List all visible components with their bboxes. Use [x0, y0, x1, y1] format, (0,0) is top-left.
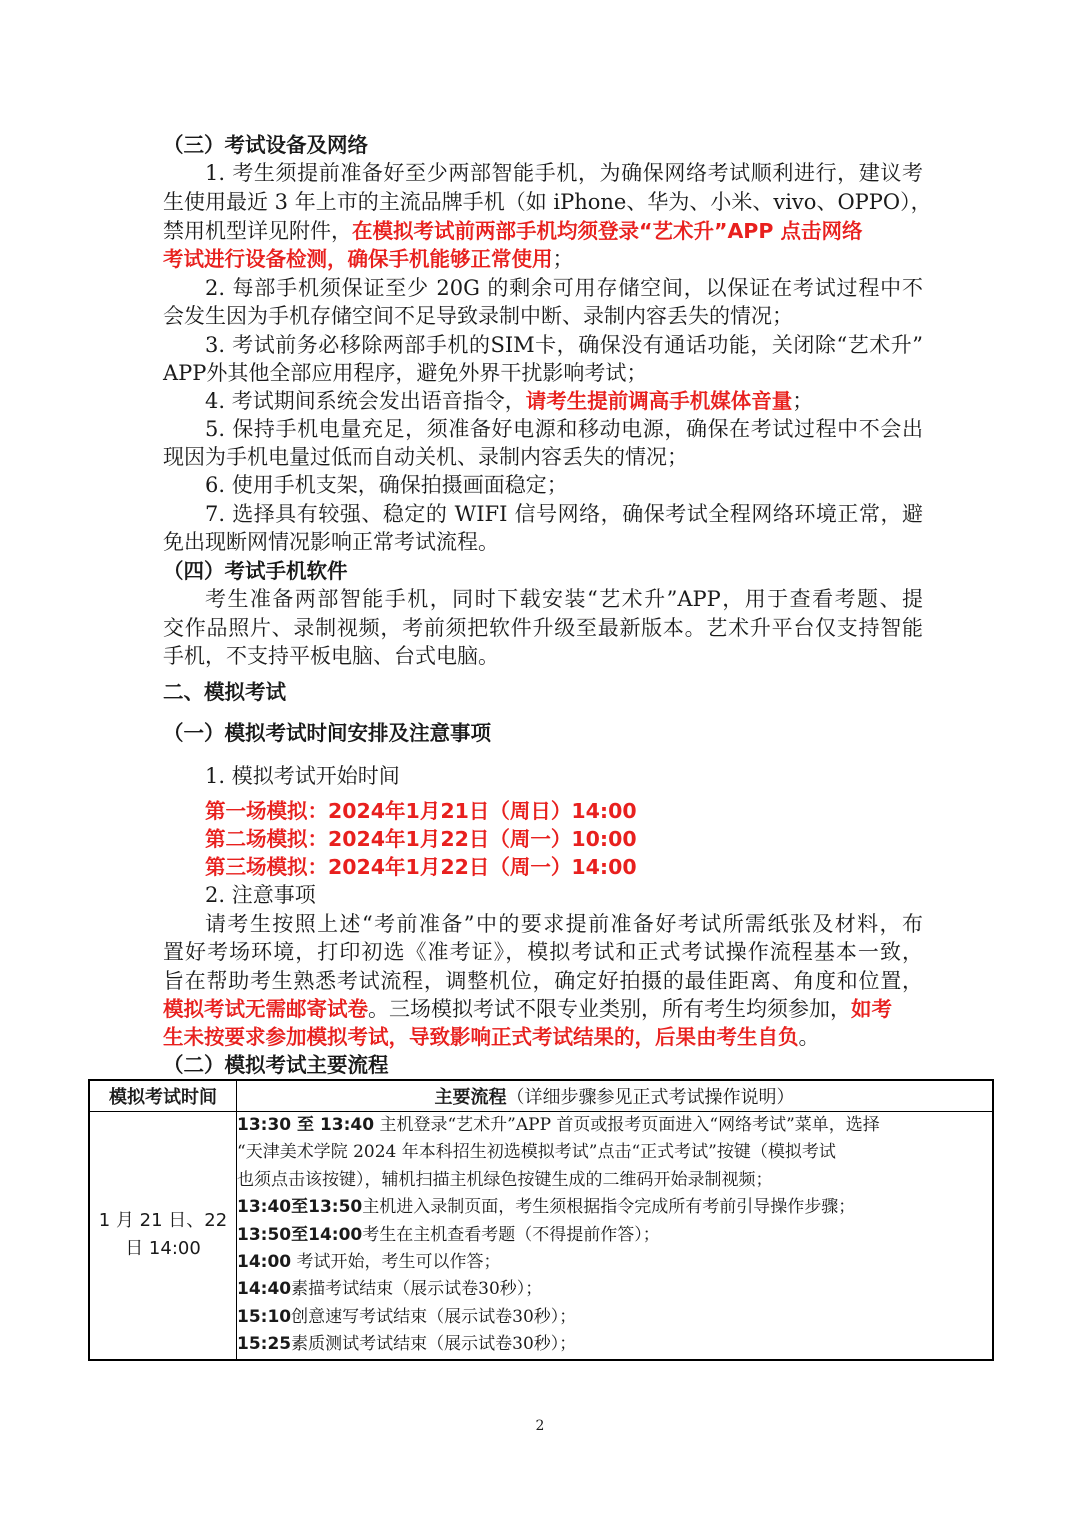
paragraph-line: 请考生按照上述“考前准备”中的要求提前准备好考试所需纸张及材料，布: [205, 912, 923, 936]
paragraph-line: 2. 注意事项: [205, 883, 316, 907]
highlight-text: 请考生提前调高手机媒体音量: [525, 389, 793, 413]
paragraph-line: 考生准备两部智能手机，同时下载安装“艺术升”APP，用于查看考题、提: [205, 587, 923, 611]
paragraph-line: 2. 每部手机须保证至少 20G 的剩余可用存储空间，以保证在考试过程中不: [205, 276, 923, 300]
step-text: 考试开始，考生可以作答；: [291, 1252, 501, 1273]
steps-cell: [237, 1112, 994, 1360]
paragraph-line: 会发生因为手机存储空间不足导致录制中断、录制内容丢失的情况；: [163, 304, 793, 328]
step-line: [237, 1112, 992, 1139]
paragraph-line: 手机，不支持平板电脑、台式电脑。: [163, 644, 499, 668]
section-heading-devices: （三）考试设备及网络: [163, 133, 368, 157]
highlight-text: 考试进行设备检测，确保手机能够正常使用: [163, 247, 553, 271]
session-line: 第三场模拟：2024年1月22日（周一）14:00: [205, 855, 637, 879]
sub-heading-flow: （二）模拟考试主要流程: [163, 1053, 389, 1077]
highlight-text: 如考: [851, 997, 892, 1021]
section-heading-software: （四）考试手机软件: [163, 559, 348, 583]
sub-heading-schedule: （一）模拟考试时间安排及注意事项: [163, 721, 491, 745]
step-line: [237, 1304, 992, 1331]
column-header-flow-note: （详细步骤参见正式考试操作说明）: [506, 1087, 795, 1108]
paragraph-line: 1. 模拟考试开始时间: [205, 764, 400, 788]
time-line: 1 月 21 日、22: [98, 1210, 228, 1232]
step-line: [237, 1222, 992, 1249]
step-line: [237, 1249, 992, 1276]
paragraph-line: [163, 217, 923, 246]
paragraph-line: 5. 保持手机电量充足，须准备好电源和移动电源，确保在考试过程中不会出: [205, 417, 923, 441]
session-line: 第二场模拟：2024年1月22日（周一）10:00: [205, 827, 637, 851]
highlight-text: 模拟考试无需邮寄试卷: [163, 997, 368, 1021]
column-header-flow-title: 主要流程: [434, 1087, 507, 1108]
plain-text: 4. 考试期间系统会发出语音指令，: [205, 389, 526, 413]
step-text: 创意速写考试结束（展示试卷30秒）；: [291, 1306, 577, 1327]
step-time: 15:25: [237, 1334, 292, 1355]
paragraph-line: [205, 387, 923, 416]
paragraph-line: 1. 考生须提前准备好至少两部智能手机，为确保网络考试顺利进行，建议考: [205, 161, 923, 185]
paragraph-line: [163, 245, 923, 274]
step-text: 考生在主机查看考题（不得提前作答）；: [362, 1224, 660, 1245]
paragraph-line: [163, 995, 923, 1024]
column-header-time: 模拟考试时间: [89, 1080, 237, 1112]
plain-text: 。: [798, 1025, 820, 1049]
column-header-flow: [237, 1080, 994, 1112]
part-heading-mock-exam: 二、模拟考试: [163, 680, 286, 704]
mock-exam-flow-table: [88, 1079, 994, 1361]
step-text: 主机登录“艺术升”APP 首页或报考页面进入“网络考试”菜单，选择: [374, 1115, 880, 1135]
step-time: 14:40: [237, 1279, 292, 1300]
paragraph-line: 现因为手机电量过低而自动关机、录制内容丢失的情况；: [163, 445, 688, 469]
time-line: 日 14:00: [125, 1238, 201, 1260]
step-line: [237, 1276, 992, 1303]
paragraph-line: 置好考场环境，打印初选《准考证》，模拟考试和正式考试操作流程基本一致，: [163, 940, 923, 964]
plain-text: 禁用机型详见附件，: [163, 219, 352, 243]
paragraph-line: 7. 选择具有较强、稳定的 WIFI 信号网络，确保考试全程网络环境正常，避: [205, 502, 923, 526]
step-text: 也须点击该按键），辅机扫描主机绿色按键生成的二维码开始录制视频；: [237, 1169, 773, 1190]
plain-text: ；: [792, 389, 814, 413]
step-text: “天津美术学院 2024 年本科招生初选模拟考试”点击“正式考试”按键（模拟考试: [237, 1142, 836, 1163]
step-text: 素质测试考试结束（展示试卷30秒）；: [291, 1334, 577, 1355]
step-text: 主机进入录制页面，考生须根据指令完成所有考前引导操作步骤；: [362, 1197, 856, 1218]
table-row: [89, 1112, 993, 1360]
paragraph-line: 6. 使用手机支架，确保拍摄画面稳定；: [205, 473, 568, 497]
step-time: 14:00: [237, 1252, 292, 1273]
table-header-row: [89, 1080, 993, 1112]
page-number: 2: [535, 1418, 545, 1434]
time-cell: [89, 1112, 237, 1360]
step-text: 素描考试结束（展示试卷30秒）；: [291, 1279, 543, 1300]
paragraph-line: 3. 考试前务必移除两部手机的SIM卡，确保没有通话功能，关闭除“艺术升”: [205, 333, 923, 357]
step-line: [237, 1194, 992, 1221]
highlight-text: 在模拟考试前两部手机均须登录“艺术升”APP 点击网络: [352, 219, 863, 243]
step-time: 13:30 至 13:40: [237, 1115, 375, 1135]
step-line: [237, 1167, 992, 1194]
plain-text: 。三场模拟考试不限专业类别，所有考生均须参加，: [368, 997, 851, 1021]
paragraph-line: 交作品照片、录制视频，考前须把软件升级至最新版本。艺术升平台仅支持智能: [163, 616, 923, 640]
step-time: 13:50至14:00: [237, 1224, 363, 1245]
step-line: [237, 1139, 992, 1166]
paragraph-line: 旨在帮助考生熟悉考试流程，调整机位，确定好拍摄的最佳距离、角度和位置，: [163, 969, 923, 993]
plain-text: ；: [552, 247, 574, 271]
paragraph-line: [163, 1023, 923, 1052]
highlight-text: 生未按要求参加模拟考试，导致影响正式考试结果的，后果由考生自负: [163, 1025, 799, 1049]
paragraph-line: APP外其他全部应用程序，避免外界干扰影响考试；: [163, 361, 648, 385]
session-line: 第一场模拟：2024年1月21日（周日）14:00: [205, 799, 637, 823]
step-time: 15:10: [237, 1306, 292, 1327]
step-time: 13:40至13:50: [237, 1197, 363, 1218]
step-line: [237, 1331, 992, 1358]
paragraph-line: 免出现断网情况影响正常考试流程。: [163, 530, 499, 554]
paragraph-line: 生使用最近 3 年上市的主流品牌手机（如 iPhone、华为、小米、vivo、OPPO），: [163, 190, 932, 214]
